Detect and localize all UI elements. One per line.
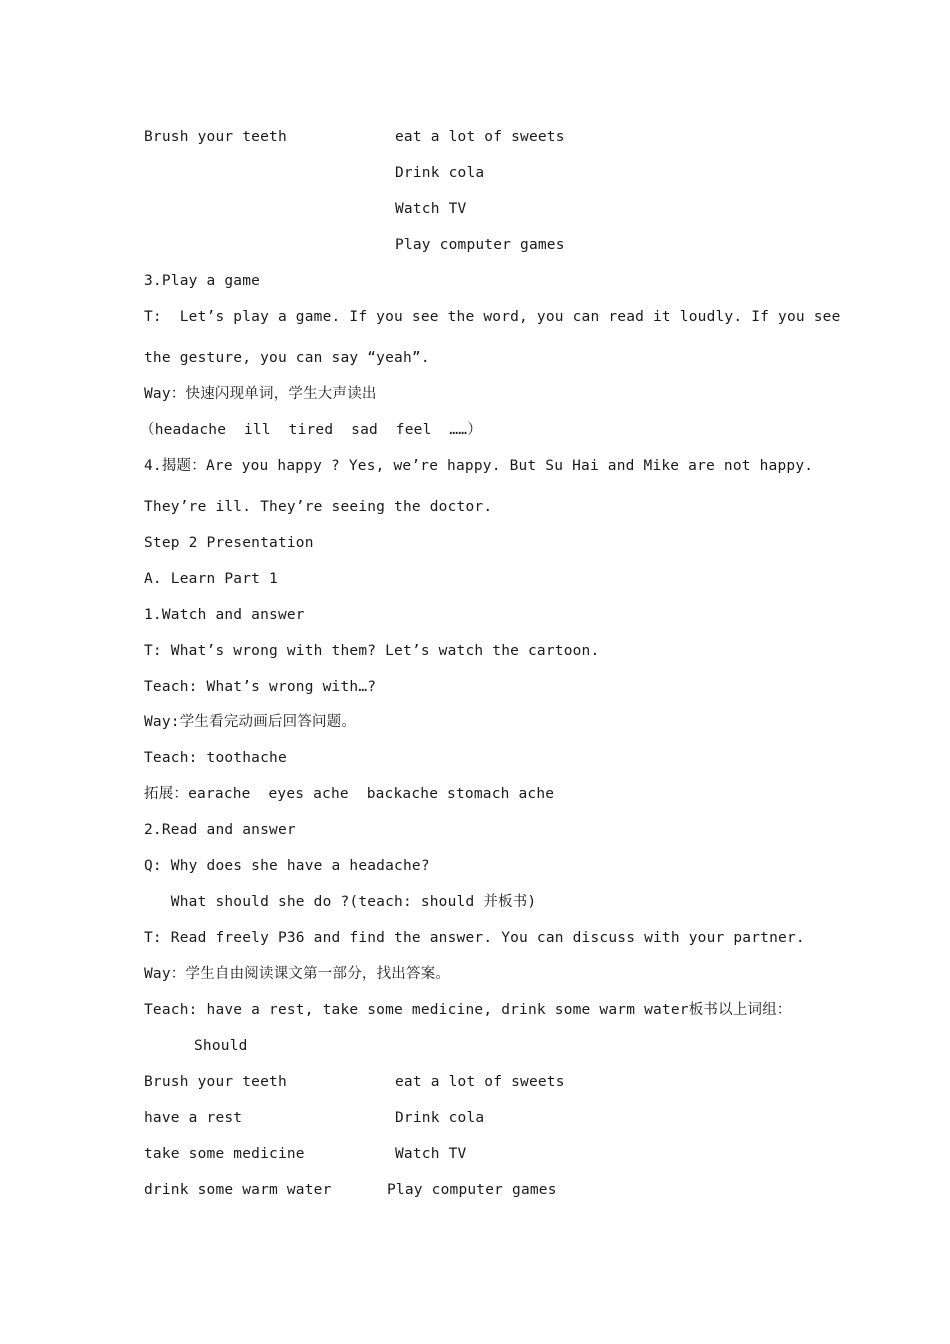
bottom-table-row-1-right: Drink cola xyxy=(395,1110,485,1126)
bottom-table-row-0-right: eat a lot of sweets xyxy=(395,1074,565,1090)
bottom-table-row-2-left: take some medicine xyxy=(144,1146,305,1162)
teacher-game-line-1: T: Let’s play a game. If you see the word, you can read it loudly. If you see xyxy=(144,309,841,325)
teacher-wrong-question: T: What’s wrong with them? Let’s watch the cartoon. xyxy=(144,643,600,659)
bottom-table-row-3-left: drink some warm water xyxy=(144,1182,332,1198)
game-heading: 3.Play a game xyxy=(144,273,261,289)
bottom-table-row-1-left: have a rest xyxy=(144,1110,243,1126)
teach-phrases: Teach: have a rest, take some medicine, drink some warm water板书以上词组： xyxy=(144,1002,792,1018)
question-should: What should she do ?(teach: should 并板书) xyxy=(144,894,537,910)
bottom-table-row-2-right: Watch TV xyxy=(395,1146,467,1162)
bottom-table-row-3-right: Play computer games xyxy=(387,1182,557,1198)
word-list: （headache ill tired sad feel ……） xyxy=(140,422,482,438)
read-and-answer-heading: 2.Read and answer xyxy=(144,822,296,838)
bottom-table-row-0-left: Brush your teeth xyxy=(144,1074,287,1090)
teach-toothache: Teach: toothache xyxy=(144,750,287,766)
top-table-row-1-right: Drink cola xyxy=(395,165,485,181)
top-table-row-2-right: Watch TV xyxy=(395,201,467,217)
reveal-topic-line-1: 4.揭题：Are you happy ? Yes, we’re happy. But Su Hai and Mike are not happy. xyxy=(144,458,814,474)
question-headache: Q: Why does she have a headache? xyxy=(144,858,430,874)
reveal-topic-line-2: They’re ill. They’re seeing the doctor. xyxy=(144,499,493,515)
step-2-heading: Step 2 Presentation xyxy=(144,535,314,551)
extension-words: 拓展：earache eyes ache backache stomach ache xyxy=(144,786,555,802)
way-read: Way：学生自由阅读课文第一部分，找出答案。 xyxy=(144,966,451,982)
way-flash-words: Way：快速闪现单词，学生大声读出 xyxy=(144,386,377,402)
teacher-game-line-2: the gesture, you can say “yeah”. xyxy=(144,350,430,366)
way-cartoon: Way:学生看完动画后回答问题。 xyxy=(144,714,357,730)
top-table-row-0-right: eat a lot of sweets xyxy=(395,129,565,145)
should-label: Should xyxy=(194,1038,248,1054)
teach-whats-wrong: Teach: What’s wrong with…? xyxy=(144,679,377,695)
teacher-read-instruction: T: Read freely P36 and find the answer. You can discuss with your partner. xyxy=(144,930,805,946)
top-table-row-3-right: Play computer games xyxy=(395,237,565,253)
learn-part-1-heading: A. Learn Part 1 xyxy=(144,571,278,587)
top-table-row-0-left: Brush your teeth xyxy=(144,129,287,145)
watch-and-answer-heading: 1.Watch and answer xyxy=(144,607,305,623)
